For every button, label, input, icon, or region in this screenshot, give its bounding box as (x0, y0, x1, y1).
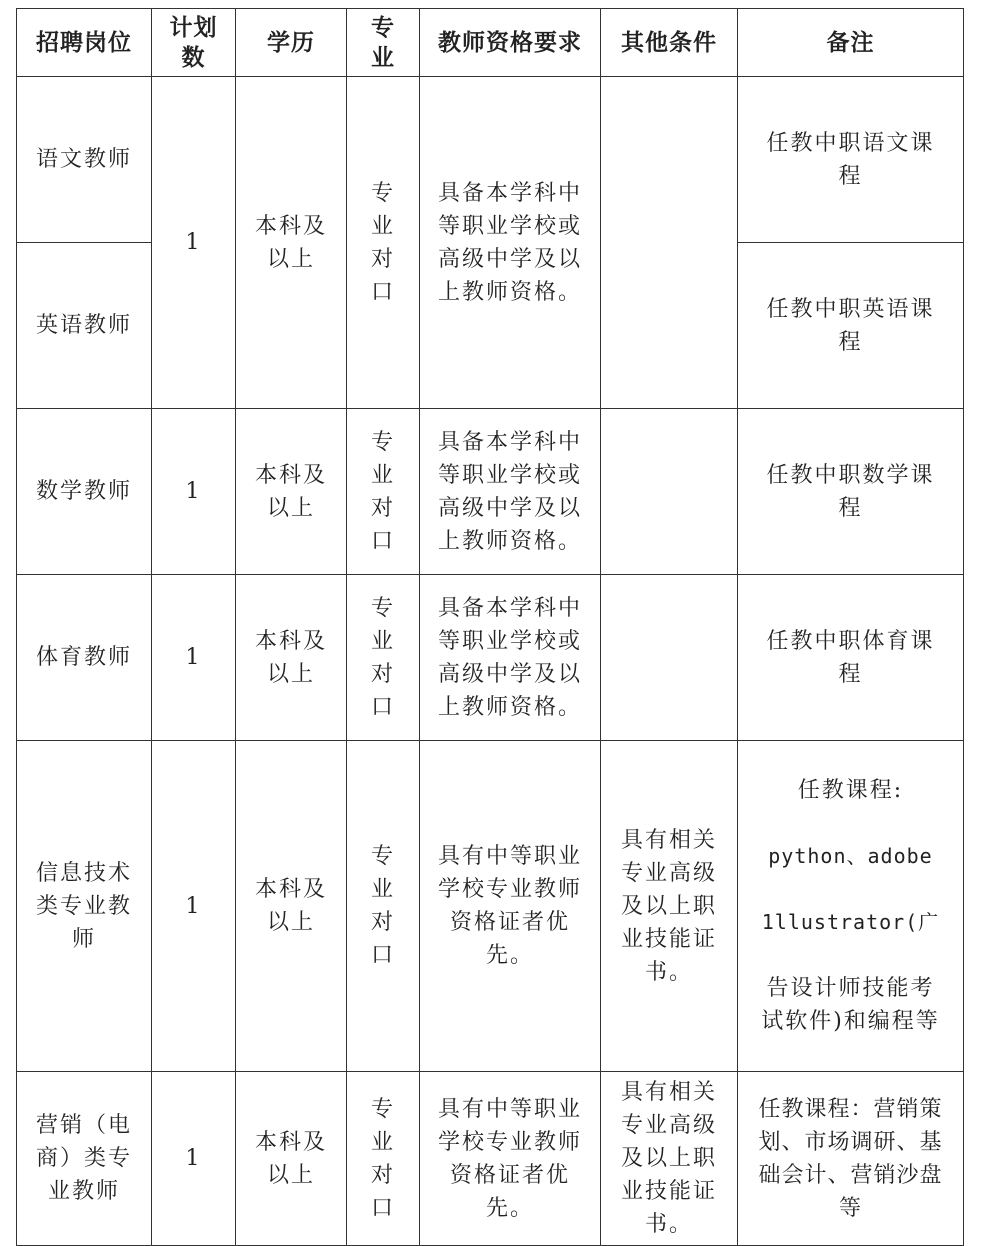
header-education: 学历 (236, 9, 347, 77)
header-position: 招聘岗位 (17, 9, 152, 77)
cell-major: 专 业 对 口 (347, 741, 420, 1072)
header-plan: 计划 数 (152, 9, 236, 77)
cell-plan: 1 (152, 77, 236, 409)
table-row (17, 77, 964, 243)
cell-major: 专 业 对 口 (347, 409, 420, 575)
remark-line: 任教课程: (797, 778, 904, 803)
header-remark: 备注 (738, 9, 964, 77)
table-row (17, 1072, 964, 1246)
cell-qualification: 具有中等职业 学校专业教师 资格证者优 先。 (420, 1072, 601, 1246)
cell-position: 语文教师 (17, 77, 152, 243)
cell-remark (738, 741, 964, 1072)
cell-education: 本科及 以上 (236, 575, 347, 741)
header-other: 其他条件 (601, 9, 738, 77)
table-row (17, 741, 964, 1072)
cell-other (601, 409, 738, 575)
cell-education: 本科及 以上 (236, 1072, 347, 1246)
header-qualification: 教师资格要求 (420, 9, 601, 77)
recruitment-table (16, 8, 964, 1246)
cell-position: 信息技术 类专业教 师 (17, 741, 152, 1072)
header-row (17, 9, 964, 77)
header-major: 专 业 (347, 9, 420, 77)
table-row (17, 409, 964, 575)
cell-remark: 任教中职语文课 程 (738, 77, 964, 243)
cell-education: 本科及 以上 (236, 409, 347, 575)
cell-position: 英语教师 (17, 243, 152, 409)
cell-position: 营销（电 商）类专 业教师 (17, 1072, 152, 1246)
cell-qualification: 具有中等职业 学校专业教师 资格证者优 先。 (420, 741, 601, 1072)
cell-other: 具有相关 专业高级 及以上职 业技能证 书。 (601, 1072, 738, 1246)
cell-position: 体育教师 (17, 575, 152, 741)
cell-major: 专 业 对 口 (347, 575, 420, 741)
table-row (17, 575, 964, 741)
cell-other (601, 77, 738, 409)
cell-plan: 1 (152, 1072, 236, 1246)
cell-remark: 任教中职数学课 程 (738, 409, 964, 575)
cell-education: 本科及 以上 (236, 741, 347, 1072)
cell-plan: 1 (152, 409, 236, 575)
remark-line: 告设计师技能考 试软件)和编程等 (761, 976, 940, 1034)
cell-qualification: 具备本学科中 等职业学校或 高级中学及以 上教师资格。 (420, 575, 601, 741)
cell-other (601, 575, 738, 741)
cell-position: 数学教师 (17, 409, 152, 575)
cell-plan: 1 (152, 575, 236, 741)
cell-qualification: 具备本学科中 等职业学校或 高级中学及以 上教师资格。 (420, 409, 601, 575)
cell-major: 专 业 对 口 (347, 77, 420, 409)
cell-plan: 1 (152, 741, 236, 1072)
remark-line: 1llustrator(广 (761, 910, 940, 934)
cell-remark: 任教课程：营销策 划、市场调研、基 础会计、营销沙盘 等 (738, 1072, 964, 1246)
remark-line: python、adobe (768, 844, 933, 868)
cell-education: 本科及 以上 (236, 77, 347, 409)
cell-remark: 任教中职英语课 程 (738, 243, 964, 409)
cell-other: 具有相关 专业高级 及以上职 业技能证 书。 (601, 741, 738, 1072)
cell-remark: 任教中职体育课 程 (738, 575, 964, 741)
cell-qualification: 具备本学科中 等职业学校或 高级中学及以 上教师资格。 (420, 77, 601, 409)
cell-major: 专 业 对 口 (347, 1072, 420, 1246)
